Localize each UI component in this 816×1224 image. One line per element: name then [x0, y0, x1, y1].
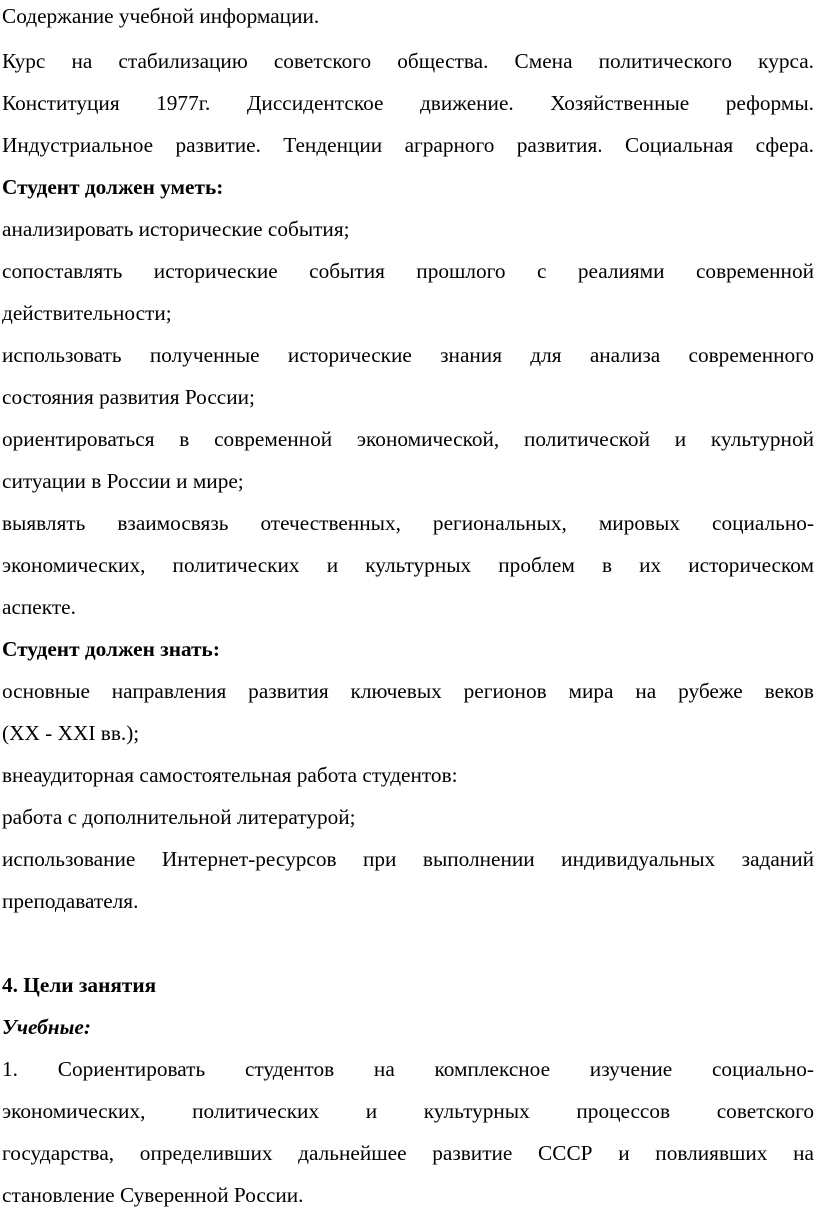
skill-line: экономических, политических и культурных проблем в их историческом	[2, 553, 814, 577]
goals-heading: 4. Цели занятия	[2, 973, 157, 997]
skill-line: выявлять взаимосвязь отечественных, региональных, мировых социально-	[2, 511, 814, 535]
knowledge-heading: Студент должен знать:	[2, 637, 220, 661]
skill-line: анализировать исторические события;	[2, 217, 350, 241]
goal-line: 1. Сориентировать студентов на комплексное изучение социально-	[2, 1057, 814, 1081]
skill-line: состояния развития России;	[2, 385, 255, 409]
skill-line: использовать полученные исторические знания для анализа современного	[2, 343, 814, 367]
knowledge-line: работа с дополнительной литературой;	[2, 805, 356, 829]
content-line: Конституция 1977г. Диссидентское движение. Хозяйственные реформы.	[2, 91, 814, 115]
goal-line: государства, определивших дальнейшее развитие СССР и повлиявших на	[2, 1141, 814, 1165]
content-line: Курс на стабилизацию советского общества. Смена политического курса.	[2, 49, 814, 73]
knowledge-line: внеаудиторная самостоятельная работа студентов:	[2, 763, 458, 787]
skill-line: аспекте.	[2, 595, 76, 619]
knowledge-line: преподавателя.	[2, 889, 139, 913]
content-line: Индустриальное развитие. Тенденции аграрного развития. Социальная сфера.	[2, 133, 814, 157]
skills-heading: Студент должен уметь:	[2, 175, 224, 199]
goal-line: становление Суверенной России.	[2, 1183, 304, 1207]
skill-line: ситуации в России и мире;	[2, 469, 244, 493]
goals-subheading: Учебные:	[2, 1015, 91, 1039]
skill-line: действительности;	[2, 301, 172, 325]
knowledge-line: основные направления развития ключевых регионов мира на рубеже веков	[2, 679, 814, 703]
skill-line: сопоставлять исторические события прошлого с реалиями современной	[2, 259, 814, 283]
skill-line: ориентироваться в современной экономической, политической и культурной	[2, 427, 814, 451]
knowledge-line: (XX - XXI вв.);	[2, 721, 140, 745]
goal-line: экономических, политических и культурных процессов советского	[2, 1099, 814, 1123]
content-heading: Содержание учебной информации.	[2, 4, 320, 28]
knowledge-line: использование Интернет-ресурсов при выполнении индивидуальных заданий	[2, 847, 814, 871]
